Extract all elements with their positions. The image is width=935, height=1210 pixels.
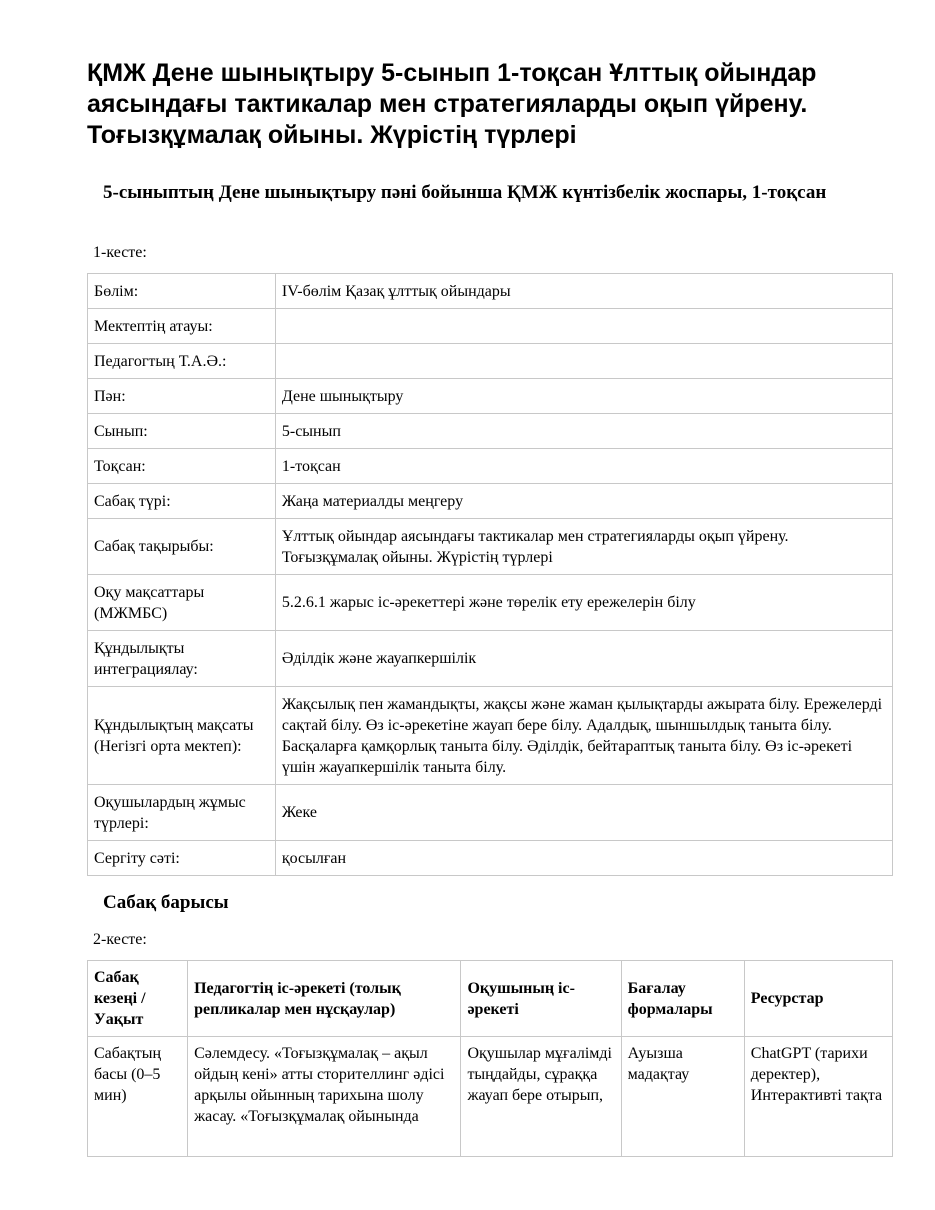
row-value: 5-сынып (275, 414, 892, 449)
row-label: Мектептің атауы: (88, 309, 276, 344)
lesson-info-table (87, 273, 893, 876)
column-header: Ресурстар (744, 961, 892, 1037)
table-row (88, 309, 893, 344)
row-label: Құндылықтың мақсаты (Негізгі орта мектеп): (88, 687, 276, 785)
table1-caption: 1-кесте: (93, 244, 147, 261)
table-cell: Сабақтың басы (0–5 мин) (88, 1037, 188, 1157)
table-cell: ChatGPT (тарихи деректер), Интерактивті тақта (744, 1037, 892, 1157)
table-row (88, 841, 893, 876)
row-value: 1-тоқсан (275, 449, 892, 484)
row-label: Оқу мақсаттары (МЖМБС) (88, 575, 276, 631)
table-row (88, 631, 893, 687)
table-row (88, 484, 893, 519)
table-row (88, 519, 893, 575)
table-row (88, 274, 893, 309)
row-label: Пән: (88, 379, 276, 414)
table2-caption: 2-кесте: (93, 931, 147, 948)
row-value (275, 309, 892, 344)
row-label: Тоқсан: (88, 449, 276, 484)
table-cell: Ауызша мадақтау (621, 1037, 744, 1157)
row-label: Сергіту сәті: (88, 841, 276, 876)
table-row (88, 575, 893, 631)
table-row (88, 449, 893, 484)
table-row (88, 1037, 893, 1157)
row-value: Ұлттық ойындар аясындағы тактикалар мен стратегияларды оқып үйрену. Тоғызқұмалақ ойыны. Жүрістің түрлері (275, 519, 892, 575)
lesson-flow-heading: Сабақ барысы (103, 892, 229, 913)
row-label: Сабақ тақырыбы: (88, 519, 276, 575)
row-label: Сынып: (88, 414, 276, 449)
row-label: Құндылықты интеграциялау: (88, 631, 276, 687)
column-header: Педагогтің іс-әрекеті (толық репликалар мен нұсқаулар) (188, 961, 461, 1037)
row-value: 5.2.6.1 жарыс іс-әрекеттері және төрелік ету ережелерін білу (275, 575, 892, 631)
lesson-flow-table (87, 960, 893, 1157)
plan-heading: 5-сыныптың Дене шынықтыру пәні бойынша ҚМЖ күнтізбелік жоспары, 1-тоқсан (103, 182, 827, 203)
column-header: Оқушының іс-әрекеті (461, 961, 621, 1037)
table-row (88, 379, 893, 414)
row-label: Педагогтың Т.А.Ә.: (88, 344, 276, 379)
table-row (88, 414, 893, 449)
column-header: Бағалау формалары (621, 961, 744, 1037)
row-value: IV-бөлім Қазақ ұлттық ойындары (275, 274, 892, 309)
row-label: Бөлім: (88, 274, 276, 309)
row-label: Оқушылардың жұмыс түрлері: (88, 785, 276, 841)
table-row (88, 687, 893, 785)
document-title: ҚМЖ Дене шынықтыру 5-сынып 1-тоқсан Ұлттық ойындар аясындағы тактикалар мен стратегияларды оқып үйрену. Тоғызқұмалақ ойыны. Жүрістің түрлері (87, 59, 817, 149)
column-header: Сабақ кезеңі / Уақыт (88, 961, 188, 1037)
row-value: Дене шынықтыру (275, 379, 892, 414)
row-value: Әділдік және жауапкершілік (275, 631, 892, 687)
row-label: Сабақ түрі: (88, 484, 276, 519)
row-value: Жаңа материалды меңгеру (275, 484, 892, 519)
table-cell: Сәлемдесу. «Тоғызқұмалақ – ақыл ойдың кені» атты сторителлинг әдісі арқылы ойынның тарихына шолу жасау. «Тоғызқұмалақ ойынында (188, 1037, 461, 1157)
table-header-row (88, 961, 893, 1037)
row-value: қосылған (275, 841, 892, 876)
row-value (275, 344, 892, 379)
row-value: Жеке (275, 785, 892, 841)
row-value: Жақсылық пен жамандықты, жақсы және жаман қылықтарды ажырата білу. Ережелерді сақтай білу. Өз іс-әрекетіне жауап бере білу. Адалдық, шыншылдық таныта білу. Басқаларға қамқорлық таныта білу. Әділдік, бейтараптық таныта білу. Өз іс-әрекеті үшін жауапкершілік таныта білу. (275, 687, 892, 785)
table-row (88, 785, 893, 841)
table-row (88, 344, 893, 379)
table-cell: Оқушылар мұғалімді тыңдайды, сұраққа жауап бере отырып, (461, 1037, 621, 1157)
